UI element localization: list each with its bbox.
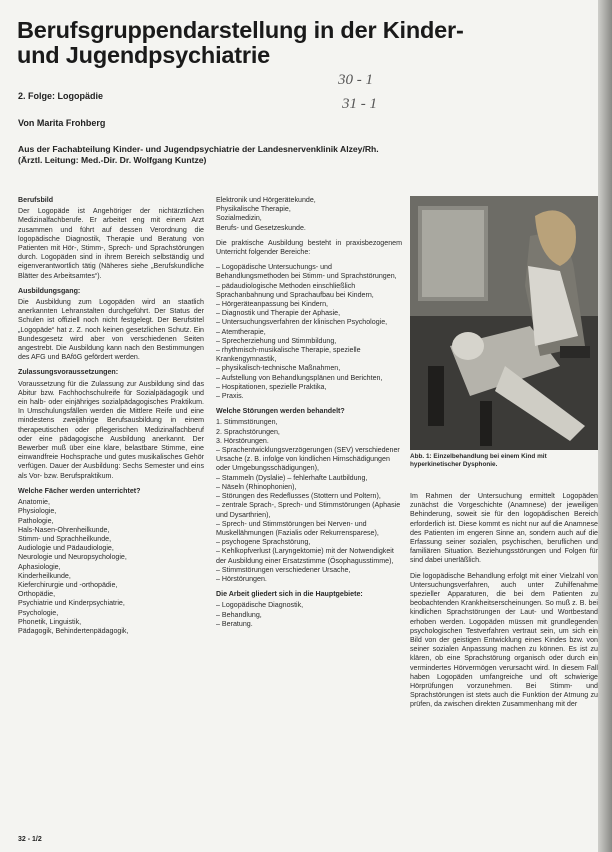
list-item: – Atemtherapie,: [216, 327, 266, 336]
list-item: Anatomie,: [18, 498, 50, 507]
faecher-list: [18, 498, 204, 636]
list-item: Physikalische Therapie,: [216, 205, 291, 214]
list-item: – Stammeln (Dyslalie) – fehlerhafte Lautbildung,: [216, 473, 368, 482]
list-item: Phonetik, Linguistik,: [18, 617, 82, 626]
list-item: – Hörstörungen.: [216, 574, 267, 583]
list-item: Hals-Nasen-Ohrenheilkunde,: [18, 525, 110, 534]
page-edge-shadow: [598, 0, 612, 852]
article-subtitle: 2. Folge: Logopädie: [18, 91, 103, 101]
column-2: [216, 196, 402, 635]
list-item: – Stimmstörungen verschiedener Ursache,: [216, 565, 351, 574]
list-item: – Näseln (Rhinophonien),: [216, 482, 297, 491]
list-item: Neurologie und Neuropsychologie,: [18, 553, 127, 562]
list-item: – rhythmisch-musikalische Therapie, spezielle Krankengymnastik,: [216, 346, 361, 364]
column-3: [410, 492, 598, 716]
list-item: – Störungen des Redeflusses (Stottern und Poltern),: [216, 492, 381, 501]
zulassung-text: Voraussetzung für die Zulassung zur Ausbildung sind das Abitur bzw. Fachhochschulreife für Sozialpädagogik und ein halb- oder einjähriges sozialpädagogisches Praktikum. In Umschulungsfällen werden die Mittlere Reife und eine mindestens zweijährige Berufsausbildung in einem therapeutischen oder pflegerischen Medizinalfachberuf oder eine pädagogische Ausbildung anerkannt. Der Bewerber muß über eine klare, belastbare Stimme, eine einwandfreie Hochsprache und gutes musikalisches Gehör verfügen. Dauer der Ausbildung: Sechs Semester und eins als Vor- bzw. Berufspraktikum.: [18, 379, 204, 480]
author-line: Von Marita Frohberg: [18, 118, 106, 128]
list-item: Elektronik und Hörgerätekunde,: [216, 196, 316, 204]
stoerungen-heading: Welche Störungen werden behandelt?: [216, 407, 345, 416]
list-item: – pädaudiologische Methoden einschließlich Sprachanbahnung und Sprachaufbau bei Kindern,: [216, 281, 374, 299]
handwritten-annotation: [338, 66, 418, 118]
berufsbild-text: Der Logopäde ist Angehöriger der nichtärztlichen Medizinalfachberufe. Er arbeitet eng mit einem Arzt zusammen und führt auf dessen Verordnung die logopädische Diagnostik, Therapie und Beratung von Patienten mit Hör-, Stimm-, Sprech- und Sprachstörungen durch. Logopäden sind in ihrem Bereich selbständig und eigenverantwortlich tätig (Näheres siehe „Berufskundliche Blätter des Arbeitsamtes“).: [18, 207, 204, 280]
body-paragraph: Im Rahmen der Untersuchung ermittelt Logopäden zunächst die Vorgeschichte (Anamnese) der jeweiligen Behinderung, soweit sie für den logopädischen Bereich erforderlich ist. Diese kommt es nicht nur auf die Anamnese des Patienten im engeren Sinne an, sondern auch auf die Erfassung seiner sozialen, psychischen, beruflichen und familiären Situation. Beziehungsstörungen und Folgen für sind dabei unerläßlich.: [410, 492, 598, 565]
therapy-photo: [410, 196, 598, 450]
list-item: 1. Stimmstörungen,: [216, 418, 278, 427]
page-number: 32 - 1/2: [18, 836, 42, 843]
list-item: Kieferchirurgie und -orthopädie,: [18, 580, 118, 589]
column-1: [18, 196, 204, 642]
list-item: – zentrale Sprach-, Sprech- und Stimmstörungen (Aphasie und Dysarthrien),: [216, 501, 401, 519]
list-item: Audiologie und Pädaudiologie,: [18, 544, 114, 553]
ausbildungsgang-heading: Ausbildungsgang:: [18, 286, 81, 295]
praxis-list: [216, 263, 402, 401]
list-item: – Praxis.: [216, 392, 244, 401]
article-title: [17, 18, 537, 68]
department-line: [18, 144, 498, 165]
figure-caption: Abb. 1: Einzelbehandlung bei einem Kind mit hyperkinetischer Dysphonie.: [410, 453, 547, 468]
list-item: – Logopädische Diagnostik,: [216, 601, 304, 610]
gliederung-list: [216, 601, 402, 629]
list-item: Psychologie,: [18, 608, 59, 617]
list-item: Physiologie,: [18, 507, 57, 516]
title-line-2: und Jugendpsychiatrie: [17, 42, 271, 68]
list-item: – Beratung.: [216, 619, 253, 628]
list-item: 3. Hörstörungen.: [216, 436, 269, 445]
list-item: – Behandlung,: [216, 610, 262, 619]
list-item: – Logopädische Untersuchungs- und Behandlungsmethoden bei Stimm- und Sprachstörungen,: [216, 263, 397, 281]
therapy-photo-drawing: [410, 196, 598, 450]
body-paragraph: Die logopädische Behandlung erfolgt mit einer Vielzahl von Untersuchungsverfahren, auch unter Zuhilfenahme spezieller Apparaturen, die bei dem Patienten zu beobachtenden Krankheitserscheinungen. So muß z. B. bei kindlichen Sprachstörungen der Laut- und Wortbestand erhoben werden. Logopäden müssen mit grundlegenden psychologischen Testverfahren vertraut sein, um sich ein Bild von der geistigen Entwicklung eines Kindes bzw. von seiner sozialen Anpassung machen zu können. Es ist zu klären, ob eine Sprachstörung organisch oder durch ein vermindertes Hörvermögen verursacht wird. In diesem Fall haben Logopäden umfangreiche und oft schwierige Hörprüfungen vorzunehmen. Bei Stimm- und Sprachstörungen ist stets auch die Funktion der Atmung zu prüfen, da zwischen direkten Zusammenhang mit der: [410, 571, 598, 709]
faecher-list-continued: [216, 196, 402, 233]
list-item: Psychiatrie und Kinderpsychiatrie,: [18, 599, 125, 608]
handwritten-line-1: 30 - 1: [338, 72, 373, 88]
list-item: – Hospitationen, spezielle Praktika,: [216, 382, 327, 391]
list-item: 2. Sprachstörungen,: [216, 427, 280, 436]
list-item: – Kehlkopfverlust (Laryngektomie) mit der Notwendigkeit der Ausbildung einer Ersatzstimme (Ösophagusstimme),: [216, 547, 394, 565]
list-item: Kinderheilkunde,: [18, 571, 71, 580]
list-item: – psychogene Sprachstörung,: [216, 538, 311, 547]
list-item: – Sprachentwicklungsverzögerungen (SEV) verschiedener Ursache (z. B. infolge von kindlichen Hirnschädigungen oder Umgebungsschädigungen),: [216, 446, 400, 473]
stoerungen-list: [216, 418, 402, 584]
list-item: Berufs- und Gesetzeskunde.: [216, 223, 306, 232]
department-line-1: Aus der Fachabteilung Kinder- und Jugendpsychiatrie der Landesnervenklinik Alzey/Rh.: [18, 144, 379, 154]
list-item: Pathologie,: [18, 516, 54, 525]
list-item: Aphasiologie,: [18, 562, 61, 571]
gliederung-heading: Die Arbeit gliedert sich in die Hauptgebiete:: [216, 590, 363, 599]
list-item: – Diagnostik und Therapie der Aphasie,: [216, 309, 341, 318]
list-item: Pädagogik, Behindertenpädagogik,: [18, 626, 129, 635]
list-item: – Untersuchungsverfahren der klinischen Psychologie,: [216, 318, 388, 327]
handwritten-line-2: 31 - 1: [342, 96, 377, 112]
zulassung-heading: Zulassungsvoraussetzungen:: [18, 368, 119, 377]
list-item: – Aufstellung von Behandlungsplänen und Berichten,: [216, 373, 383, 382]
list-item: – Sprecherziehung und Stimmbildung,: [216, 336, 337, 345]
list-item: Orthopädie,: [18, 590, 56, 599]
list-item: – Sprech- und Stimmstörungen bei Nerven- und Muskellähmungen (Fazialis oder Rekurrensparese),: [216, 519, 379, 537]
title-line-1: Berufsgruppendarstellung in der Kinder-: [17, 17, 464, 43]
praxis-intro: Die praktische Ausbildung besteht in praxisbezogenem Unterricht folgender Bereiche:: [216, 238, 402, 257]
faecher-heading: Welche Fächer werden unterrichtet?: [18, 486, 141, 495]
list-item: – Hörgeräteanpassung bei Kindern,: [216, 300, 329, 309]
list-item: Sozialmedizin,: [216, 214, 262, 223]
berufsbild-heading: Berufsbild: [18, 196, 54, 204]
list-item: Stimm- und Sprachheilkunde,: [18, 534, 112, 543]
department-line-2: (Ärztl. Leitung: Med.-Dir. Dr. Wolfgang Kuntze): [18, 154, 207, 165]
list-item: – physikalisch-technische Maßnahmen,: [216, 364, 341, 373]
ausbildungsgang-text: Die Ausbildung zum Logopäden wird an staatlich anerkannten Lehranstalten durchgeführt. Der Status der Schulen ist offiziell noch nicht festgelegt. Der Berufstitel „Logopäde“ hat z. Z. noch keinen gesetzlichen Schutz. Ein Bundesgesetz wird aber von verschiedenen Seiten angestrebt. Die Ausbildung kann nach den Bestimmungen des AFG und BAföG gefördert werden.: [18, 298, 204, 362]
